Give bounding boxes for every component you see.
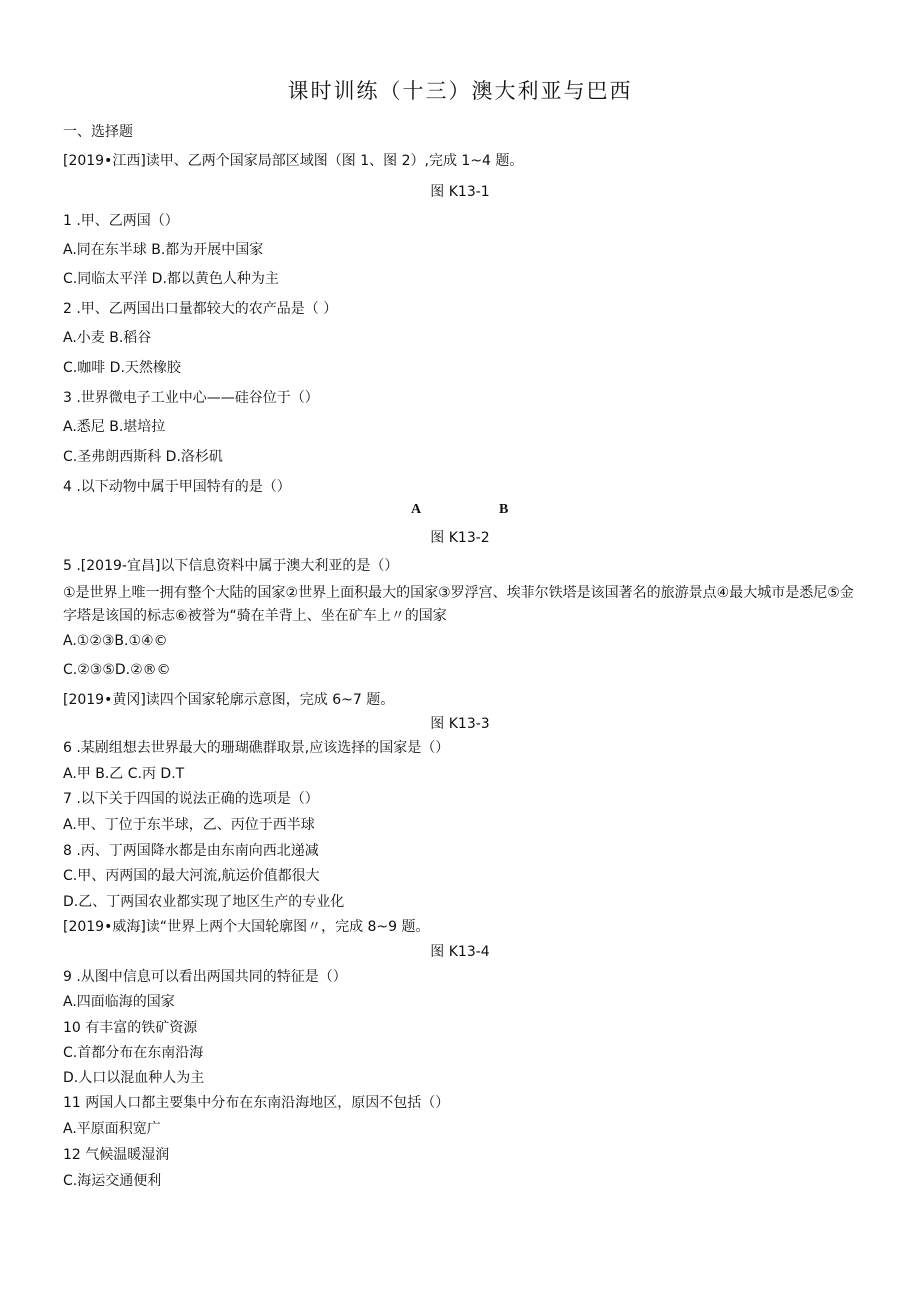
figure-caption-1: 图 K13-1 bbox=[430, 184, 490, 200]
question-9: 9 .从图中信息可以看出两国共同的特征是（） bbox=[63, 969, 347, 985]
figure-caption-4: 图 K13-4 bbox=[430, 944, 490, 960]
question-11-option-c: C.海运交通便利 bbox=[63, 1173, 162, 1189]
question-7: 7 .以下关于四国的说法正确的选项是（） bbox=[63, 791, 319, 807]
question-9-option-c: C.首都分布在东南沿海 bbox=[63, 1045, 204, 1061]
question-2: 2 .甲、乙两国出口量都较大的农产品是（ ） bbox=[63, 301, 338, 317]
intro-1: [2019•江西]读甲、乙两个国家局部区域图（图 1、图 2）,完成 1~4 题。 bbox=[63, 153, 524, 169]
question-5-body: ①是世界上唯一拥有整个大陆的国家②世界上面积最大的国家③罗浮宫、埃菲尔铁塔是该国著名的旅游景点④最大城市是悉尼⑤金字塔是该国的标志⑥被誉为“骑在羊背上、坐在矿车上〃的国家 bbox=[63, 585, 854, 624]
question-3-options-ab: A.悉尼 B.堪培拉 bbox=[63, 419, 166, 435]
question-1: 1 .甲、乙两国（） bbox=[63, 213, 179, 229]
question-3: 3 .世界微电子工业中心——硅谷位于（） bbox=[63, 390, 319, 406]
figure-label-b: B bbox=[499, 502, 509, 517]
question-11: 11 两国人口都主要集中分布在东南沿海地区，原因不包括（） bbox=[63, 1095, 450, 1111]
question-1-options-ab: A.同在东半球 B.都为开展中国家 bbox=[63, 242, 264, 258]
question-6: 6 .某剧组想去世界最大的珊瑚礁群取景,应该选择的国家是（） bbox=[63, 740, 450, 756]
question-7-option-d: D.乙、丁两国农业都实现了地区生产的专业化 bbox=[63, 894, 345, 910]
question-3-options-cd: C.圣弗朗西斯科 D.洛杉矶 bbox=[63, 449, 223, 465]
figure-label-a: A bbox=[411, 502, 422, 517]
page-title: 课时训练（十三）澳大利亚与巴西 bbox=[287, 79, 633, 103]
figure-caption-3: 图 K13-3 bbox=[430, 716, 490, 732]
question-9-option-b: 10 有丰富的铁矿资源 bbox=[63, 1020, 198, 1036]
question-9-option-a: A.四面临海的国家 bbox=[63, 994, 175, 1010]
question-1-options-cd: C.同临太平洋 D.都以黄色人种为主 bbox=[63, 271, 279, 287]
question-5-options-ab: A.①②③B.①④© bbox=[63, 633, 168, 649]
question-2-options-ab: A.小麦 B.稻谷 bbox=[63, 330, 152, 346]
question-6-options: A.甲 B.乙 C.丙 D.T bbox=[63, 766, 185, 782]
question-9-option-d: D.人口以混血种人为主 bbox=[63, 1070, 205, 1086]
question-7-option-c: C.甲、丙两国的最大河流,航运价值都很大 bbox=[63, 868, 320, 884]
question-7-option-b: 8 .丙、丁两国降水都是由东南向西北递减 bbox=[63, 843, 319, 859]
intro-3: [2019•威海]读“世界上两个大国轮廓图〃，完成 8~9 题。 bbox=[63, 919, 430, 935]
question-5-options-cd: C.②③⑤D.②®© bbox=[63, 662, 171, 678]
section-heading: 一、选择题 bbox=[63, 124, 133, 140]
question-11-option-a: A.平原面积宽广 bbox=[63, 1121, 161, 1137]
intro-2: [2019•黄冈]读四个国家轮廓示意图，完成 6~7 题。 bbox=[63, 692, 395, 708]
question-7-option-a: A.甲、丁位于东半球，乙、丙位于西半球 bbox=[63, 817, 315, 833]
question-5: 5 .[2019-宜昌]以下信息资料中属于澳大利亚的是（） bbox=[63, 558, 399, 574]
question-2-options-cd: C.咖啡 D.天然橡胶 bbox=[63, 360, 181, 376]
question-11-option-b: 12 气候温暖湿润 bbox=[63, 1147, 170, 1163]
figure-caption-2: 图 K13-2 bbox=[430, 530, 490, 546]
question-4: 4 .以下动物中属于甲国特有的是（） bbox=[63, 479, 291, 495]
